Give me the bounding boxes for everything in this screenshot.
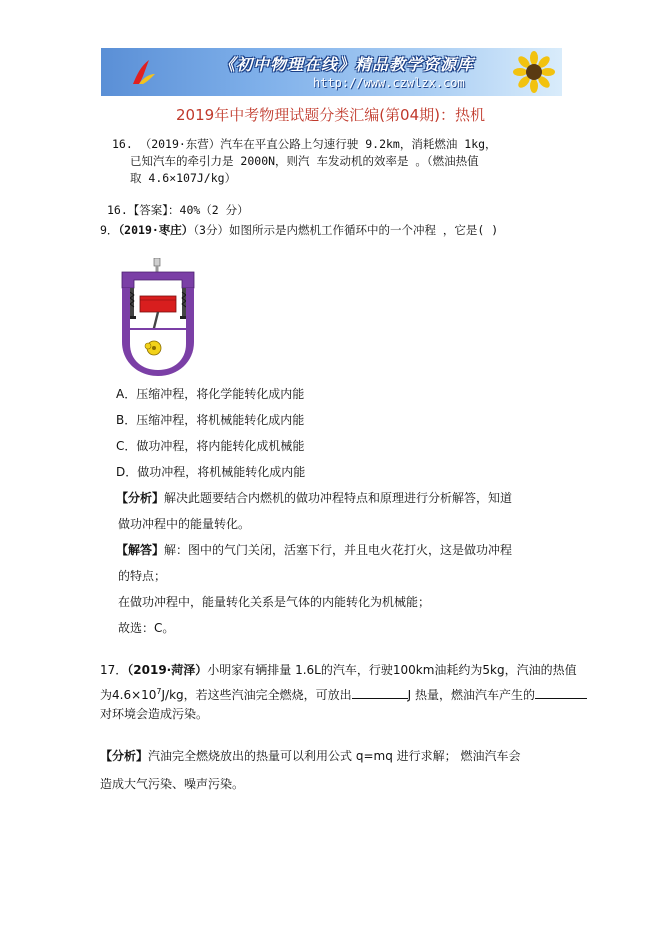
q17-number: 17． [100, 663, 128, 677]
engine-power-stroke-diagram [118, 258, 198, 378]
q16-answer: 16.【答案】：40%（2 分） [107, 203, 249, 217]
site-url: http://www.czwlzx.com [313, 76, 465, 90]
q9-number: 9． [100, 223, 119, 237]
document-title: 2019年中考物理试题分类汇编(第04期)：热机 [176, 106, 485, 124]
q16-line-3: 取 4.6×107J/kg） [130, 171, 237, 185]
q9-analysis-line-1: 【分析】解决此题要结合内燃机的做功冲程特点和原理进行分析解答，知道 [116, 491, 513, 505]
q9-solution-line-3: 在做功冲程中，能量转化关系是气体的内能转化为机械能； [118, 595, 431, 609]
q9-stem-text: （3分）如图所示是内燃机工作循环中的一个冲程 ，它是( ) [193, 223, 499, 237]
q17-analysis-label: 【分析】 [100, 749, 149, 763]
q17-blank-pollution [535, 687, 587, 699]
site-title: 《初中物理在线》精品教学资源库 [219, 55, 475, 74]
q9-source: （2019·枣庄） [118, 223, 194, 237]
q9-solution-line-1: 【解答】解：图中的气门关闭，活塞下行，并且电火花打火，这是做功冲程 [116, 543, 513, 557]
q9-option-d: D．做功冲程，将机械能转化成内能 [116, 465, 306, 479]
q17-stem-line-3: 对环境会造成污染。 [100, 707, 209, 721]
q17-blank-heat [352, 687, 408, 699]
q9-solution-line-4: 故选：C。 [118, 621, 175, 635]
q9-analysis-line-2: 做功冲程中的能量转化。 [118, 517, 251, 531]
q9-option-c: C．做功冲程，将内能转化成机械能 [116, 439, 305, 453]
sunflower-icon [512, 50, 556, 94]
q17-stem-line-1: 17．（2019·菏泽）小明家有辆排量 1.6L的汽车，行驶100km油耗约为5kg，汽油的热值 [100, 663, 577, 677]
site-logo-icon [127, 56, 159, 88]
q9-solution-line-2: 的特点； [118, 569, 167, 583]
q9-solution-label: 【解答】 [116, 543, 165, 557]
q17-stem-line-2: 为$4.6\times 10^7J/kg$，若这些汽油完全燃烧，可放出 J 热量，燃油汽车产生的 [100, 684, 587, 703]
q17-source: （2019·菏泽） [127, 663, 208, 677]
q17-analysis-line-2: 造成大气污染、噪声污染。 [100, 777, 245, 791]
q16-line-2: 已知汽车的牵引力是 2000N，则汽 车发动机的效率是 。（燃油热值 [130, 154, 479, 168]
header-banner [101, 48, 562, 96]
q9-stem [100, 222, 498, 238]
q9-analysis-label: 【分析】 [116, 491, 165, 505]
q17-analysis-line-1: 【分析】汽油完全燃烧放出的热量可以利用公式 q=mq 进行求解； 燃油汽车会 [100, 749, 521, 763]
q16-line-1: 16. （2019·东营）汽车在平直公路上匀速行驶 9.2km，消耗燃油 1kg， [112, 137, 497, 151]
q9-option-a: A．压缩冲程，将化学能转化成内能 [116, 387, 305, 401]
q9-option-b: B．压缩冲程，将机械能转化成内能 [116, 413, 305, 427]
